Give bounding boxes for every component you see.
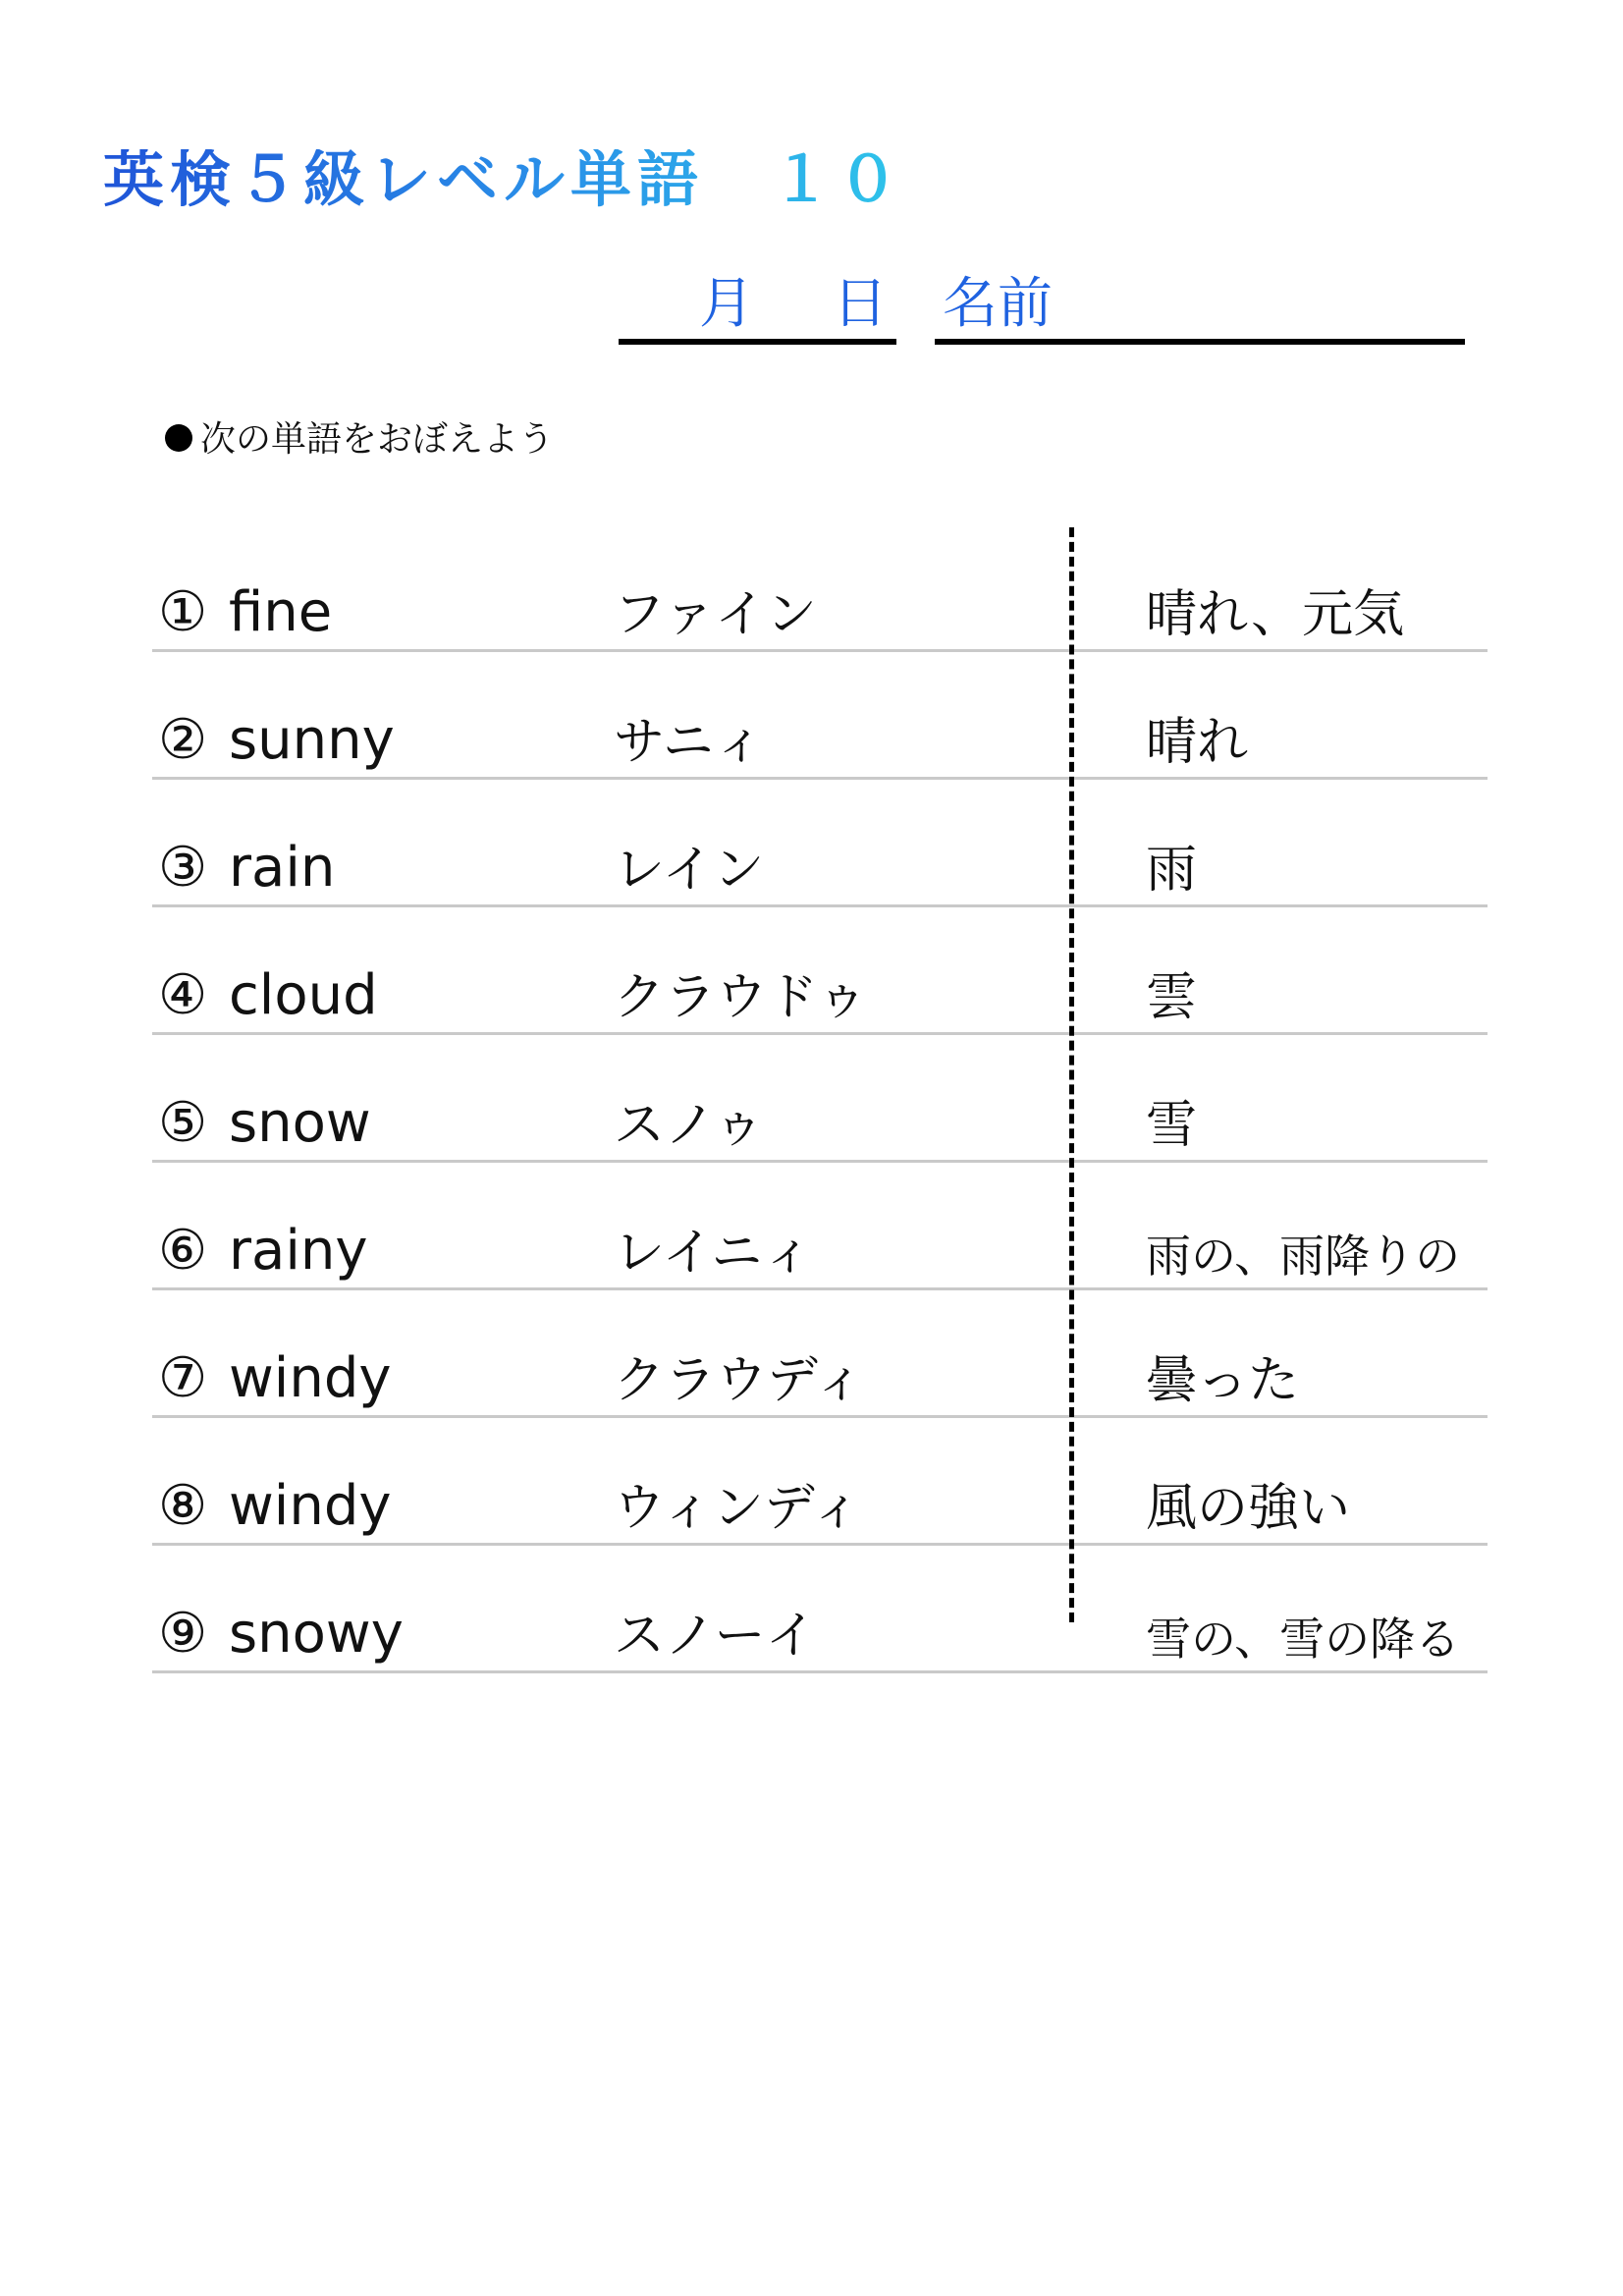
word-row (152, 907, 1488, 1035)
month-label: 月 (699, 272, 754, 336)
word-number: ① (158, 580, 208, 644)
word-number: ⑨ (158, 1602, 208, 1666)
word-row (152, 1418, 1488, 1546)
katakana-reading: クラウドゥ (614, 968, 868, 1027)
word-number: ⑦ (158, 1346, 208, 1410)
japanese-meaning: 雪 (1146, 1096, 1198, 1155)
english-word: rainy (229, 1219, 368, 1283)
english-word: rain (229, 836, 336, 900)
katakana-reading: サニィ (614, 713, 765, 772)
name-underline (935, 339, 1465, 345)
japanese-meaning: 雨の、雨降りの (1146, 1230, 1461, 1283)
word-row (152, 1290, 1488, 1418)
japanese-meaning: 風の強い (1146, 1479, 1351, 1538)
japanese-meaning: 雪の、雪の降る (1146, 1613, 1461, 1666)
katakana-reading: レイニィ (614, 1224, 814, 1283)
date-underline (619, 339, 896, 345)
japanese-meaning: 雲 (1146, 968, 1198, 1027)
katakana-reading: ウィンディ (614, 1479, 862, 1538)
column-divider (1069, 527, 1074, 1622)
word-row (152, 652, 1488, 780)
english-word: fine (229, 580, 333, 644)
word-row (152, 780, 1488, 907)
word-row (152, 1546, 1488, 1673)
instruction (165, 419, 555, 460)
english-word: sunny (229, 708, 395, 772)
day-label: 日 (833, 272, 888, 336)
instruction-text: 次の単語をおぼえよう (200, 419, 555, 460)
bullet-icon (165, 424, 192, 452)
word-table (152, 524, 1488, 1673)
katakana-reading: ファイン (614, 585, 817, 644)
word-row (152, 1035, 1488, 1163)
katakana-reading: レイン (614, 841, 765, 900)
english-word: windy (229, 1346, 392, 1410)
english-word: snow (229, 1091, 371, 1155)
japanese-meaning: 晴れ (1146, 713, 1249, 772)
word-number: ⑤ (158, 1091, 208, 1155)
japanese-meaning: 曇った (1146, 1351, 1300, 1410)
word-number: ③ (158, 836, 208, 900)
word-number: ④ (158, 963, 208, 1027)
english-word: cloud (229, 963, 378, 1027)
name-label: 名前 (943, 272, 1053, 336)
word-row (152, 1163, 1488, 1290)
word-number: ⑥ (158, 1219, 208, 1283)
worksheet-title: 英検５級レベル単語 １０ (103, 143, 905, 215)
katakana-reading: スノゥ (614, 1096, 765, 1155)
word-number: ② (158, 708, 208, 772)
english-word: windy (229, 1474, 392, 1538)
english-word: snowy (229, 1602, 404, 1666)
word-number: ⑧ (158, 1474, 208, 1538)
word-row (152, 524, 1488, 652)
japanese-meaning: 雨 (1146, 841, 1198, 900)
japanese-meaning: 晴れ、元気 (1146, 585, 1405, 644)
katakana-reading: クラウディ (614, 1351, 865, 1410)
katakana-reading: スノーイ (614, 1607, 817, 1666)
